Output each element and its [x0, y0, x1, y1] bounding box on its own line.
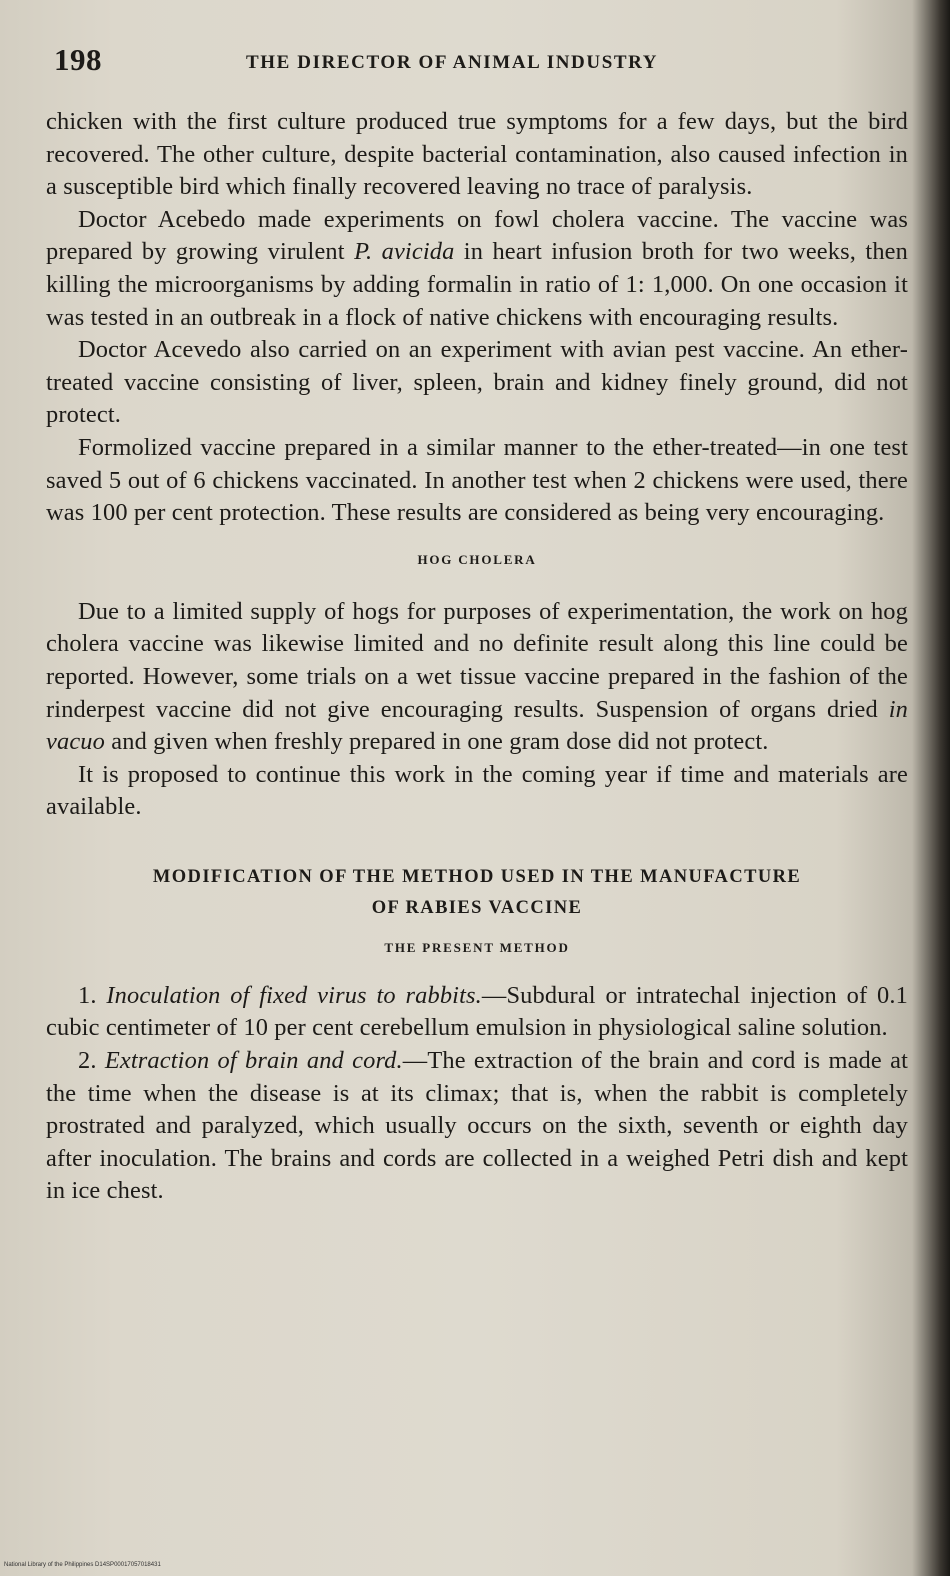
item-number: 2.	[78, 1047, 105, 1075]
paragraph-text: Due to a limited supply of hogs for purposes of experimentation, the work on hog cholera vaccine was likewise limited and no definite result along this line could be reported. However, some trials on a wet tissue vaccine prepared in the fashion of the rinderpest vaccine did not give encouraging results. Suspension of organs dried	[46, 597, 908, 723]
page-number: 198	[54, 42, 102, 77]
item-title: Inoculation of fixed virus to rabbits.	[106, 981, 482, 1009]
paragraph-formolized: Formolized vaccine prepared in a similar manner to the ether-treated—in one test saved 5 out of 6 chickens vaccinated. In another test when 2 chickens were used, there was 100 per cent protection. These results are considered as being very encouraging.	[46, 433, 908, 527]
paragraph-text: in heart infusion broth for two weeks, then killing the microorganisms by adding formalin in ratio of 1: 1,000. On one occasion it was tested in an outbreak in a flock of native chickens with encouraging results.	[46, 238, 908, 331]
paragraph-fowl-cholera	[46, 204, 908, 334]
paragraph-text: and given when freshly prepared in one gram dose did not protect.	[105, 728, 769, 756]
list-item-inoculation	[46, 980, 908, 1045]
paragraph-proposal: It is proposed to continue this work in the coming year if time and materials are available.	[46, 760, 908, 821]
running-title: THE DIRECTOR OF ANIMAL INDUSTRY	[246, 52, 659, 73]
paragraph-text: Doctor Acebedo made experiments on fowl cholera vaccine. The vaccine was prepared by growing virulent	[46, 205, 908, 266]
scan-footer: National Library of the Philippines D14SP00017057018431	[4, 1562, 161, 1568]
item-number: 1.	[78, 981, 107, 1009]
paragraph-continuation: chicken with the first culture produced true symptoms for a few days, but the bird recovered. The other culture, despite bacterial contamination, also caused infection in a susceptible bird which finally recovered leaving no trace of paralysis.	[46, 108, 908, 201]
subheading-present-method: THE PRESENT METHOD	[384, 939, 570, 955]
section-heading-rabies	[46, 862, 908, 924]
item-text: —Subdural or intratechal injection of 0.1 cubic centimeter of 10 per cent cerebellum emulsion in physiological saline solution.	[46, 981, 908, 1042]
paragraph-hog-cholera	[46, 596, 908, 759]
paragraph-avian-pest: Doctor Acevedo also carried on an experiment with avian pest vaccine. An ether-treated vaccine consisting of liver, spleen, brain and kidney finely ground, did not protect.	[46, 336, 908, 429]
italic-term: in vacuo	[46, 695, 908, 756]
section-heading-hog-cholera: HOG CHOLERA	[417, 551, 537, 567]
item-title: Extraction of brain and cord.	[104, 1047, 403, 1075]
list-item-extraction	[46, 1045, 908, 1208]
item-text: —The extraction of the brain and cord is made at the time when the disease is at its climax; that is, when the rabbit is completely prostrated and paralyzed, which usually occurs on the sixth, seventh or eighth day after inoculation. The brains and cords are collected in a weighed Petri dish and kept in ice chest.	[46, 1047, 908, 1205]
heading-line: MODIFICATION OF THE METHOD USED IN THE MANUFACTURE	[152, 866, 802, 887]
page-content	[46, 42, 908, 1208]
heading-line: OF RABIES VACCINE	[371, 897, 583, 918]
running-header	[46, 42, 908, 86]
species-name: P. avicida	[354, 238, 455, 266]
